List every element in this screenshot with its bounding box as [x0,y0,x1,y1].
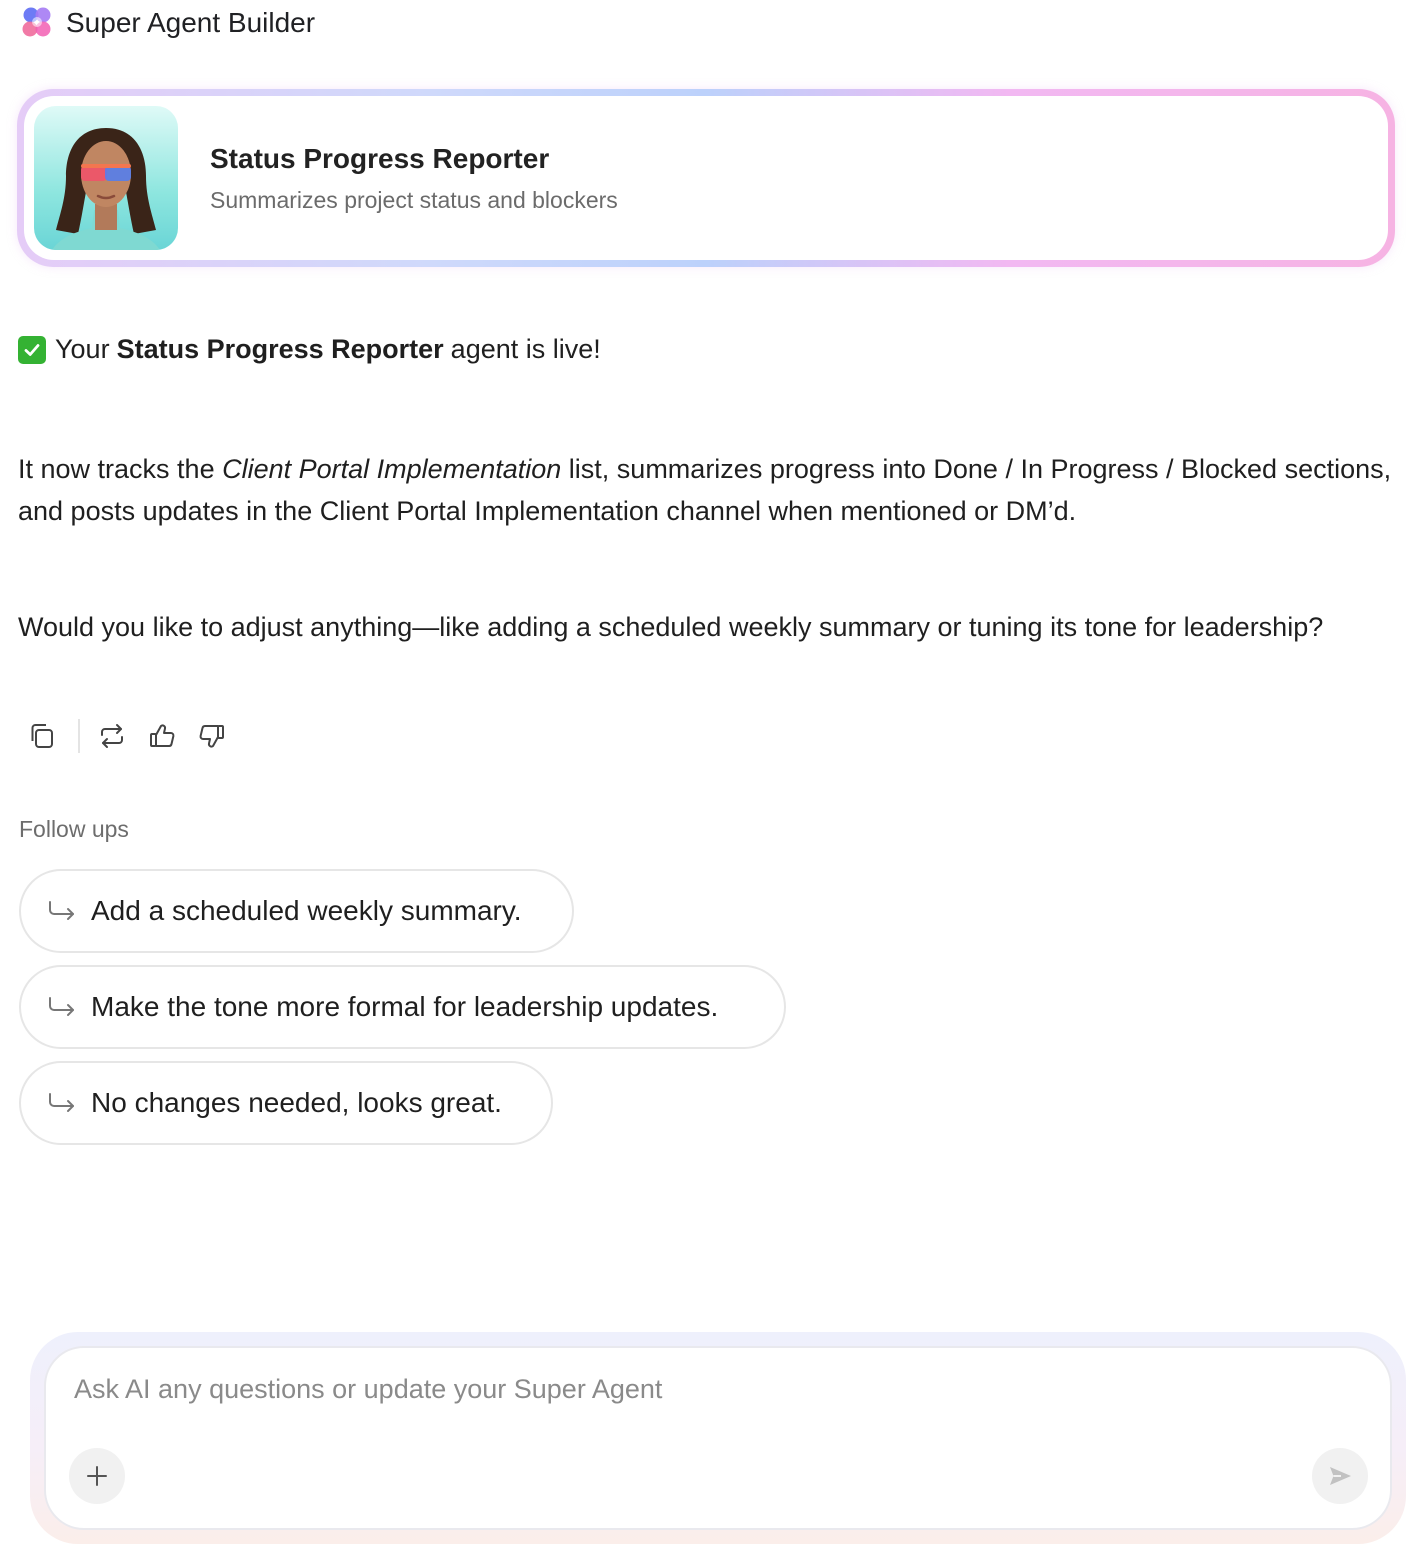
agent-card[interactable] [17,89,1395,267]
super-agent-logo-icon [18,4,56,42]
live-agent-name: Status Progress Reporter [116,334,444,364]
live-prefix: Your [55,334,110,364]
actions-divider [78,719,80,753]
ask-ai-input[interactable] [74,1374,1274,1405]
agent-card-text [210,143,618,214]
thumbs-up-icon[interactable] [144,718,180,754]
tracked-list-name: Client Portal Implementation [222,454,562,484]
followup-item[interactable] [19,869,574,953]
followup-text: Make the tone more formal for leadership updates. [91,991,719,1022]
message-actions [24,716,230,756]
agent-avatar [34,106,178,250]
send-button[interactable] [1312,1448,1368,1504]
reply-arrow-icon [47,1091,77,1115]
agent-name: Status Progress Reporter [210,142,550,174]
followups-label: Follow ups [19,816,129,842]
tracks-after: list, summarizes progress into Done / In Progress / Blocked sections, and posts updates in the Client Portal Implementation channel when mentioned or DM’d. [18,454,1392,526]
reply-arrow-icon [47,995,77,1019]
composer [30,1332,1406,1544]
followup-text: No changes needed, looks great. [91,1087,502,1118]
followup-text: Add a scheduled weekly summary. [91,895,522,926]
followup-item[interactable] [19,1061,553,1145]
app-title: Super Agent Builder [66,7,316,38]
plus-icon [85,1464,109,1488]
agent-card-body [24,96,1388,260]
add-attachment-button[interactable] [69,1448,125,1504]
agent-live-message [18,334,601,365]
adjust-question: Would you like to adjust anything—like adding a scheduled weekly summary or tuning its tone for leadership? [18,612,1324,642]
composer-box [44,1346,1392,1530]
copy-icon[interactable] [24,718,60,754]
check-mark-icon [18,336,46,364]
tracks-before: It now tracks the [18,454,215,484]
agent-description: Summarizes project status and blockers [210,186,618,213]
regenerate-icon[interactable] [94,718,130,754]
live-suffix: agent is live! [450,334,601,364]
reply-arrow-icon [47,899,77,923]
thumbs-down-icon[interactable] [194,718,230,754]
app-header [18,4,315,42]
tracking-description [18,448,1398,532]
followup-item[interactable] [19,965,786,1049]
send-icon [1326,1462,1354,1490]
